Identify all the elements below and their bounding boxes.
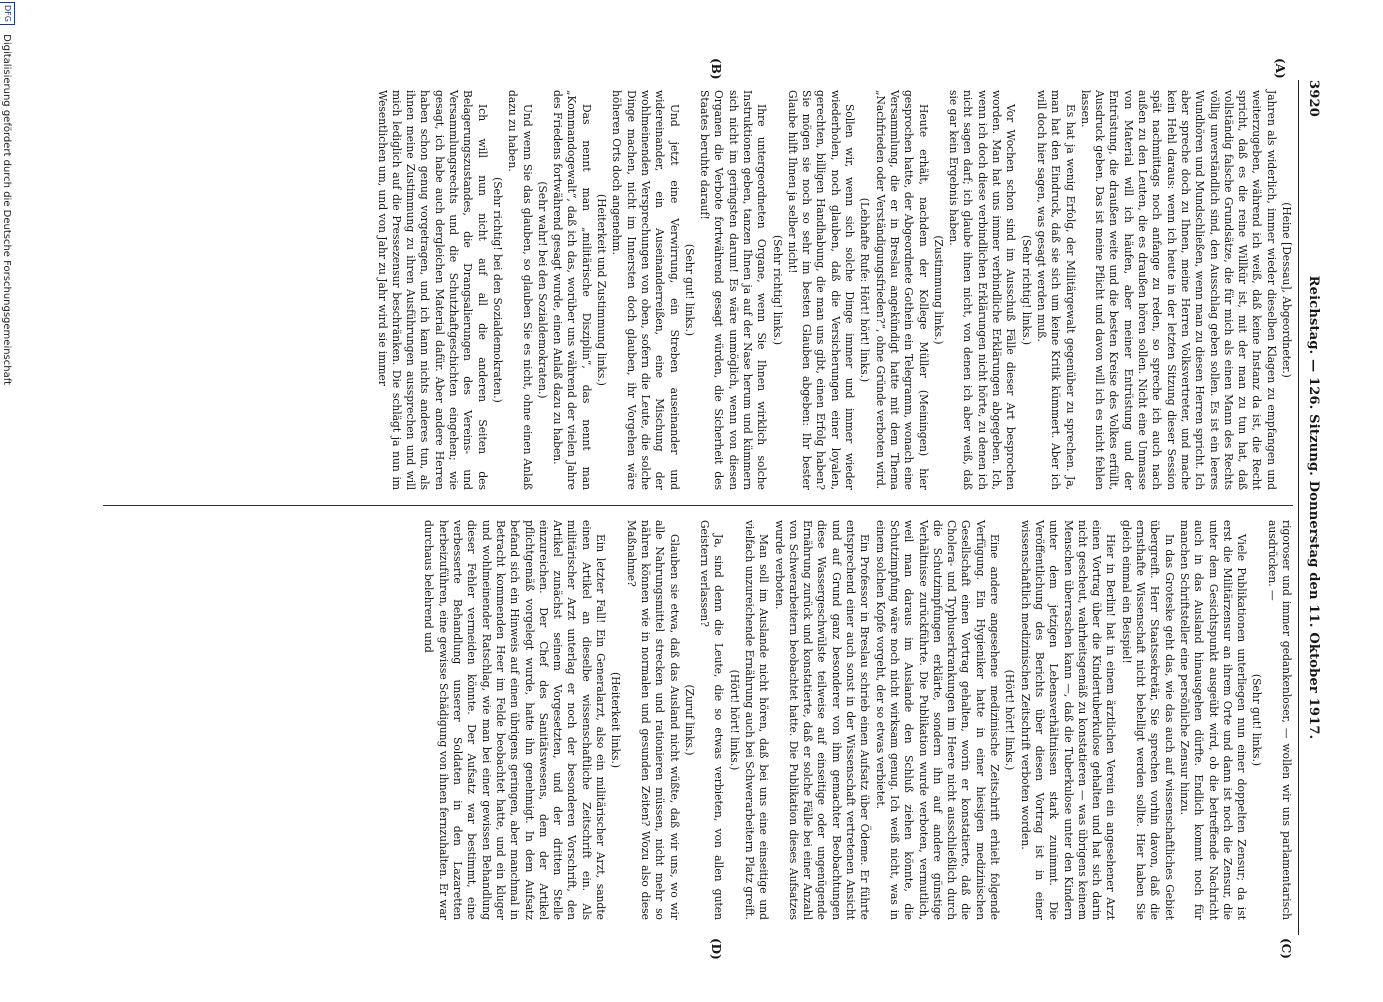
- paragraph: Ich will nun nicht auf all die anderen Seiten des Belagerungszustandes, die Drangsalierungen des Vereins- und Versammlungsrechts und die Schutzhaftgeschichten eingehen; wie gesagt, ich habe auch dergleichen Material dafür. Aber andere Herren haben schon genug vorgetragen, und ich kann nichts anderes tun, als ihnen meine Zustimmung zu ihren Ausführungen aussprechen und will mich lediglich auf die Pressezensur beschränken. Die schlägt ja nun im Wesentlichen um, und von Jahr zu Jahr wird sie immer: [375, 90, 489, 490]
- footer: [0, 2, 15, 1002]
- page-number: 3920: [1306, 80, 1321, 117]
- stage-direction: (Heiterkeit links.): [609, 671, 623, 769]
- stage-direction: (Sehr richtig! links.): [1019, 234, 1033, 346]
- paragraph: rigoroser und immer gedankenloser, — wollen wir uns parlamentarisch ausdrücken. —: [1265, 520, 1293, 920]
- stage-direction: (Heiterkeit und Zustimmung links.): [595, 194, 609, 386]
- paragraph: Glauben sie etwa, daß das Ausland nicht wüßte, daß wir uns, wo wir alle Nahrungsmittel strecken und rationieren müssen, nicht mehr so nähren können wie in normalen und gesunden Zeiten? Wozu also diese Maßnahme?: [624, 520, 681, 920]
- stage-direction: (Hört! hört! links.): [727, 669, 741, 771]
- paragraph: Eine andere angesehene medizinische Zeitschrift erhielt folgende Verfügung. Ein Hygieniker hatte in einer hiesigen medizinischen Gesellschaft einen Vortrag gehalten, worin er konstatierte, daß die Cholera- und Typhuserkrankungen im Heere nicht ausschließlich durch die Schutzimpfungen erklärte, sondern ihn auf andere günstige Verhältnisse zurückführte. Die Publikation wurde verboten, vermutlich, weil man daraus im Auslande den Schluß ziehen könnte, die Schutzimpfung wäre noch nicht wirksam genug. Ich weiß nicht, was in einem solchen Kopfe vorgeht, der so etwas verbietet.: [873, 520, 1002, 920]
- stage-direction: (Zustimmung links.): [931, 235, 945, 345]
- paragraph: Hier in Berlin! hat in einem ärztlichen Verein ein angesehener Arzt einen Vortrag über die Kindertuberkulose gehalten und hat sich darin nicht gescheut, wahrheitsgemäß zu konstatieren — was übrigens keinem Menschen überraschen kann —, daß die Tuberkulose unter den Kindern unter dem jetzigen Lebensverhältnissen stark zunimmt. Die Veröffentlichung des Berichts über diesen Vortrag ist in einer wissenschaftlich medizinischen Zeitschrift verboten worden.: [1018, 520, 1118, 920]
- paragraph: Viele Publikationen unterliegen nun einer doppelten Zensur; da ist erst die Militärzensur an ihrem Orte und dann ist noch die Zensur, die unter dem Gesichtspunkt ausgeübt wird, ob die betreffende Nachricht auch in das Ausland hinausgehen dürfte. Endlich kommt noch für manchen Schriftsteller eine persönliche Zensur hinzu.: [1177, 520, 1249, 920]
- margin-mark-a: (A): [1273, 58, 1287, 79]
- paragraph: Vor Wochen schon sind im Ausschuß Fälle dieser Art besprochen worden. Man hat uns immer verbindliche Erklärungen abgegeben. Ich, wenn ich doch diese verbindlichen Erklärungen nicht hörte, zu denen ich nicht sagen darf; ich glaube ihnen nicht, von denen ich aber weiß, daß sie gar kein Ergebnis haben.: [947, 90, 1018, 490]
- paragraph: Ja, sind denn die Leute, die so etwas verbieten, von allen guten Geistern verlassen?: [698, 520, 726, 920]
- paragraph: Man soll im Auslande nicht hören, daß bei uns eine einseitige und vielfach unzureichende Ernährung auch bei Schwerarbeitern Platz greift.: [743, 520, 771, 920]
- stage-direction: (Lebhafte Rufe: Hört! hört! links.): [858, 197, 872, 383]
- paragraph: Das nennt man „militärische Disziplin“, das nennt man „Kommandogewalt“, daß ich das, worüber uns während der vielen Jahre des Friedens fortwährend gesagt wurde, einen Anlaß dazu zu haben.: [551, 90, 593, 490]
- margin-mark-d: (D): [709, 938, 723, 960]
- stage-direction: (Sehr wahr! bei den Sozialdemokraten.): [535, 181, 549, 399]
- paragraph: Und wenn Sie das glauben, so glauben Sie es nicht, ohne einen Anlaß dazu zu haben.: [506, 90, 534, 490]
- dfg-logo: DFG: [0, 2, 15, 25]
- running-header: [1297, 80, 1323, 935]
- stage-direction: (Heine [Dessau], Abgeordneter.): [1280, 202, 1293, 378]
- header-rule: [1298, 80, 1299, 935]
- paragraph: Heute erhält, nachdem der Kollege Müller (Meiningen) hier gesprochen hatte, der Abgeordnete Gothein ein Telegramm, wonach eine Versammlung, die er in Breslau angekündigt hatte mit dem Thema „Nachfrieden oder Verständigungsfrieden?“, ohne Gründe verboten wird.: [873, 90, 930, 490]
- paragraph: Jahren als widerlich, immer wieder dieselben Klagen zu empfangen und weiterzugeben, während ich weiß, daß keine Instanz da ist, die Recht spricht, daß es die reine Willkür ist, mit der man zu tun hat, daß vollständig falsche Grundsätze, die für mich als einen Mann des Rechts völlig unverständlich sind, den Ausschlag geben sollen. Es ist ein leeres Wundhören und Mundschließen, wenn man zu diesen Herren spricht. Ich aber spreche doch zu Ihnen, meine Herren Volksvertreter, und mache kein Hehl daraus: wenn ich heute in der letzten Sitzung dieser Session spät nachmittags noch anfange zu reden, so spreche ich auch nach außen zu den Leuten, die es draußen hören sollen. Nicht eine Unmasse von Material will ich häufen, aber meiner Entrüstung und der Entrüstung, die draußen weite und die besten Kreise des Volkes erfüllt, Ausdruck geben. Das ist meine Pflicht und davon will ich es nicht fehlen lassen.: [1078, 90, 1278, 490]
- stage-direction: (Hört! hört! links.): [1003, 669, 1017, 771]
- paragraph: Ihre untergeordneten Organe, wenn Sie Ihnen wirklich solche Instruktionen geben, tanzen Ihnen ja auf der Nase herum und kümmern sich nicht im geringsten darum! Es wäre unmöglich, wenn von diesen Organen die Verbote fortwährend gesagt würden, die Sicherheit des Staates beruhte darauf!: [698, 90, 769, 490]
- paragraph: Und jetzt eine Verwirrung, ein Streben auseinander und widereinander, ein Auseinanderreißen, eine Mischung der wohlmeinenden Versprechungen von oben, sofern die Leute, die solche Dinge machen, nicht im Innersten doch glauben, ihr Vorgehen wäre höheren Orts doch angenehm.: [610, 90, 681, 490]
- margin-mark-b: (B): [709, 58, 723, 80]
- right-column: [93, 520, 1293, 920]
- paragraph: Ein letzter Fall! Ein Generalarzt, also ein militärischer Arzt, sandte einen Artikel an dieselbe wissenschaftliche Zeitschrift ein. Als militärischer Arzt unterlag er noch der besonderen Vorschrift, den Artikel zunächst seinem Vorgesetzten, und der dritten Stelle einzureichen. Der Chef des Sanitätswesens, dem der Artikel pflichtgemäß vorgelegt wurde, hatte ihn genehmigt. In dem Aufsatz befand sich ein Hinweis auf einen übrigens geringen, aber manchmal in Betracht kommenden Heer im Felde beobachtet hatte, und ein kluger und wohlmeinender Ratschlag, wie man bei einer gewissen Behandlung dieser Fehler vermeiden könnte. Der Aufsatz war bestimmt, eine verbesserte Behandlung unserer Soldaten in den Lazaretten herbeizuführen, eine gewisse Schädigung von ihnen fernzuhalten. Er war durchaus belehrend und: [422, 520, 608, 920]
- stage-direction: (Sehr gut! links.): [1250, 673, 1264, 767]
- stage-direction: (Sehr richtig! bei den Sozialdemokraten.): [490, 177, 504, 403]
- paragraph: Es hat ja wenig Erfolg, der Militärgewalt gegenüber zu sprechen. Ja, man hat den Eindruck, daß sie sich um keine Kritik kümmert. Aber ich will doch hier sagen, was gesagt werden muß.: [1034, 90, 1077, 490]
- paragraph: Sollen wir, wenn sich solche Dinge immer und immer wieder wiederholen, noch glauben, daß die Versicherungen einer loyalen, gerechten, billigen Handhabung, die man uns gibt, einen Erfolg haben? Sie mögen sie noch so sehr im besten Glauben abgeben: Ihr bester Glaube hilft Ihnen ja selber nicht!: [785, 90, 857, 490]
- stage-direction: (Zuruf links.): [682, 684, 696, 756]
- footer-text: Digitalisierung gefördert durch die Deutsche Forschungsgemeinschaft: [1, 34, 12, 385]
- stage-direction: (Sehr gut! links.): [682, 243, 696, 337]
- left-column: [93, 90, 1293, 490]
- page-body: [88, 58, 1323, 960]
- paragraph: In das Groteske geht das, wie das auch auf wissenschaftliches Gebiet übergreift. Herr Staatssekretär, Sie sprechen vorhin davon, daß die ernsthafte Wissenschaft nicht behelligt werden sollte. Hier haben Sie gleich einmal ein Beispiel!: [1119, 520, 1176, 920]
- header-title: Reichstag. — 126. Sitzung. Donnerstag den 11. Oktober 1917.: [1306, 275, 1321, 740]
- stage-direction: (Sehr richtig! links.): [770, 234, 784, 346]
- margin-mark-c: (C): [1279, 938, 1293, 959]
- column-divider: [103, 505, 1293, 506]
- paragraph: Ein Professor in Breslau schrieb einen Aufsatz über Ödeme. Er führte entsprechend einer auch sonst in der Wissenschaft vertretenen Ansicht und auf Grund ganz besonderer von ihm gemachter Beobachtungen diese Wassergeschwülste teilweise auf einseitige oder ungenügende Ernährung zurück und konstatierte, daß er solche Fälle bei einer Anzahl von Schwerarbeitern beobachtet hatte. Die Publikation dieses Aufsatzes wurde verboten.: [772, 520, 872, 920]
